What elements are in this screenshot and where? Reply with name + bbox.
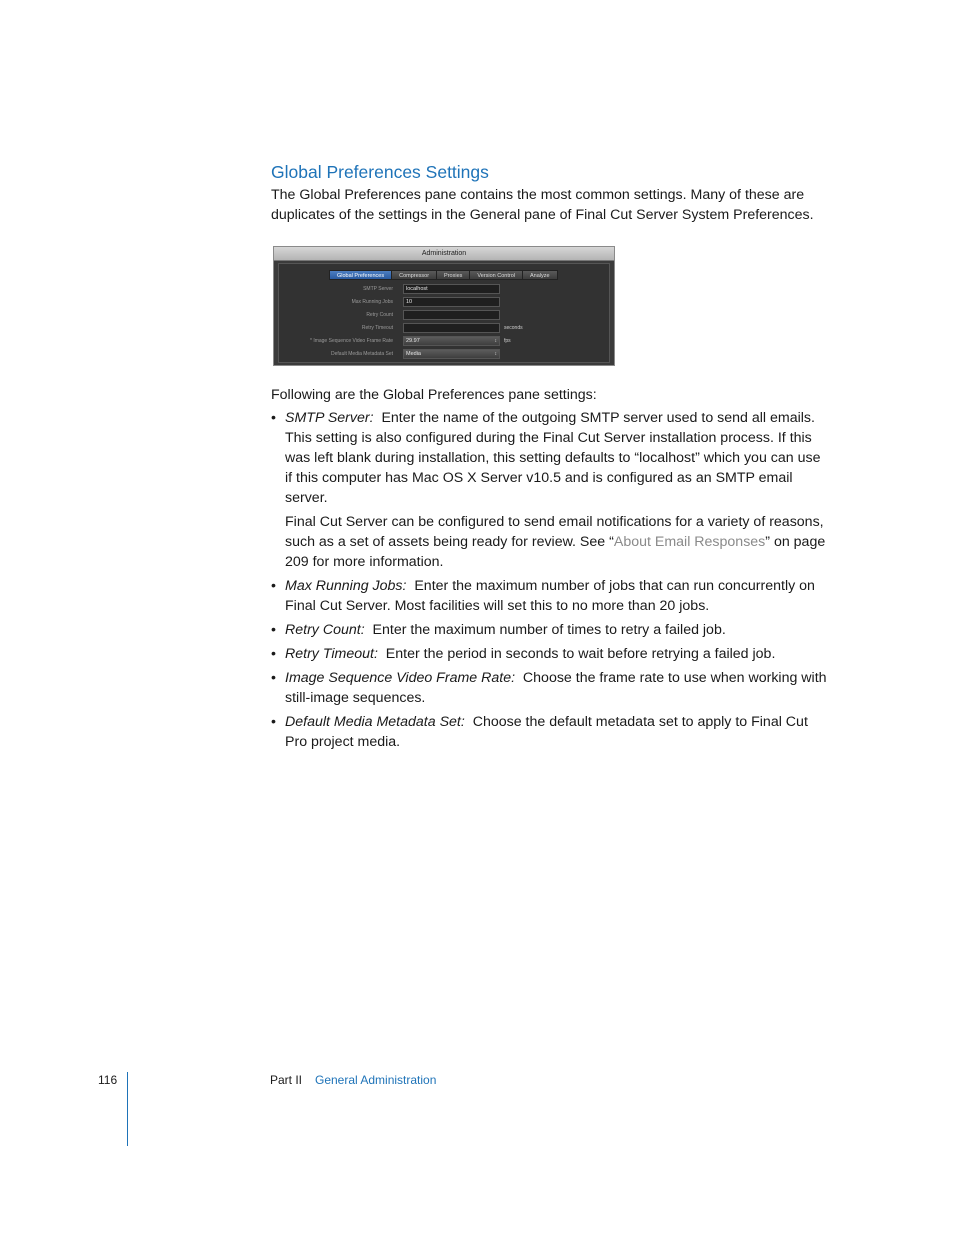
smtp-server-input[interactable]: localhost [403, 284, 500, 294]
max-running-jobs-input[interactable]: 10 [403, 297, 500, 307]
setting-row-max-running-jobs [279, 297, 609, 308]
list-item [271, 408, 831, 572]
setting-term: Default Media Metadata Set: [285, 714, 465, 730]
list-item [271, 712, 831, 752]
setting-label: Retry Timeout [361, 325, 393, 331]
metadata-set-select[interactable] [403, 349, 500, 359]
bullet-icon: • [271, 622, 276, 638]
setting-description: Enter the maximum number of jobs that can run concurrently on Final Cut Server. Most facilities will set this to no more than 20 jobs. [285, 578, 815, 614]
bullet-icon: • [271, 670, 276, 686]
footer-section-link[interactable]: General Administration [315, 1073, 437, 1087]
setting-description: Choose the default metadata set to apply to Final Cut Pro project media. [285, 714, 808, 750]
setting-label: Retry Count [366, 312, 393, 318]
setting-note [285, 512, 831, 572]
tab-compressor[interactable]: Compressor [392, 270, 437, 280]
administration-screenshot [273, 246, 615, 366]
setting-label: * Image Sequence Video Frame Rate [309, 338, 393, 344]
bullet-icon: • [271, 714, 276, 730]
setting-label: Max Running Jobs [351, 299, 393, 305]
intro-paragraph: The Global Preferences pane contains the most common settings. Many of these are duplicates of the settings in the General pane of Final Cut Server System Preferences. [271, 187, 814, 223]
setting-label: SMTP Server [363, 286, 393, 292]
setting-row-retry-count [279, 310, 609, 321]
bullet-icon: • [271, 578, 276, 594]
settings-bullet-list [271, 408, 831, 756]
setting-description: Choose the frame rate to use when working with still-image sequences. [285, 670, 827, 706]
setting-term: SMTP Server: [285, 410, 374, 426]
note-text: Final Cut Server can be configured to send email notifications for a variety of reasons, such as a set of assets being ready for review. See “ [285, 514, 824, 550]
setting-row-frame-rate [279, 336, 609, 347]
list-item [271, 668, 831, 708]
setting-description: Enter the maximum number of times to retry a failed job. [372, 622, 726, 638]
chevron-updown-icon: ↕ [494, 338, 497, 344]
setting-description: Enter the name of the outgoing SMTP server used to send all emails. This setting is also configured during the Final Cut Server installation process. If this was left blank during installation, this setting defaults to “localhost” which you can use if this computer has Mac OS X Server v10.5 and is configured as an SMTP email server. [285, 410, 821, 506]
setting-term: Max Running Jobs: [285, 578, 407, 594]
footer-part: Part II [270, 1073, 303, 1087]
seconds-unit-label: seconds [504, 325, 523, 331]
retry-timeout-input[interactable] [403, 323, 500, 333]
list-item [271, 576, 831, 616]
about-email-responses-link[interactable]: About Email Responses [613, 534, 766, 550]
tab-bar [329, 270, 558, 280]
setting-term: Image Sequence Video Frame Rate: [285, 670, 516, 686]
list-item [271, 620, 831, 640]
footer-divider [127, 1072, 128, 1146]
bullet-icon: • [271, 646, 276, 662]
setting-term: Retry Count: [285, 622, 365, 638]
setting-description: Enter the period in seconds to wait before retrying a failed job. [385, 646, 776, 662]
setting-row-smtp-server [279, 284, 609, 295]
fps-unit-label: fps [504, 338, 511, 344]
setting-term: Retry Timeout: [285, 646, 378, 662]
tab-version-control[interactable]: Version Control [470, 270, 523, 280]
list-item [271, 644, 831, 664]
tab-analyze[interactable]: Analyze [523, 270, 558, 280]
page-number: 116 [98, 1073, 118, 1087]
tab-proxies[interactable]: Proxies [437, 270, 470, 280]
tab-global-preferences[interactable]: Global Preferences [329, 270, 392, 280]
bullet-icon: • [271, 410, 276, 426]
frame-rate-value: 29.97 [406, 338, 420, 344]
setting-row-retry-timeout [279, 323, 609, 334]
retry-count-input[interactable] [403, 310, 500, 320]
metadata-set-value: Media [406, 351, 421, 357]
frame-rate-select[interactable] [403, 336, 500, 346]
panel-content [278, 263, 610, 363]
lead-paragraph: Following are the Global Preferences pane settings: [271, 387, 597, 403]
panel-title: Administration [274, 247, 614, 261]
note-text: ” on page 209 for more information. [285, 534, 826, 570]
section-heading: Global Preferences Settings [271, 162, 489, 182]
setting-row-metadata-set [279, 349, 609, 360]
chevron-updown-icon: ↕ [494, 351, 497, 357]
setting-label: Default Media Metadata Set [331, 351, 393, 357]
